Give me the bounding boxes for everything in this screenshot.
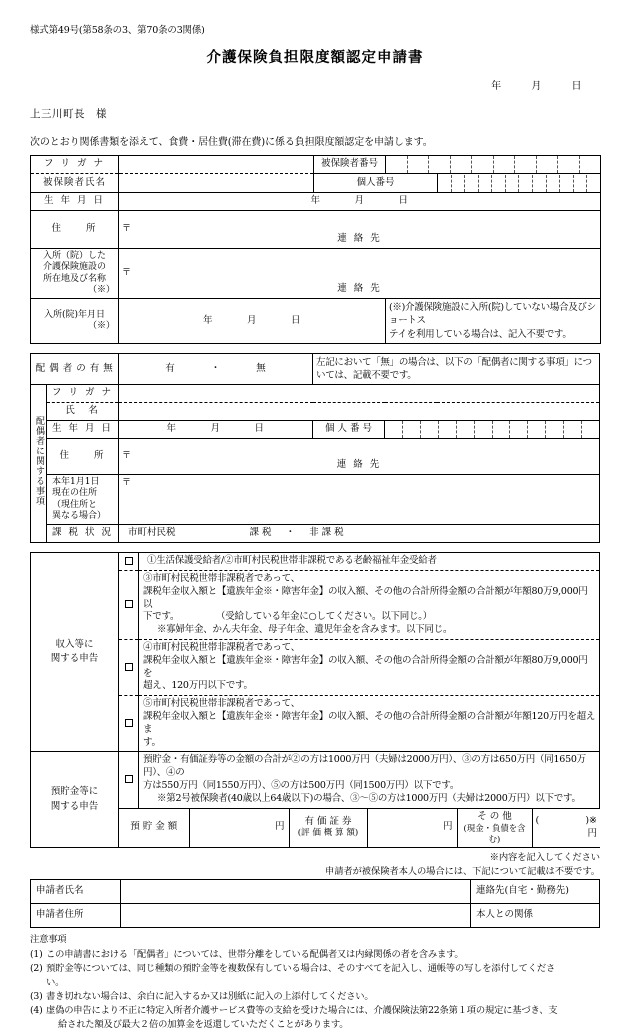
jan1-label-line4: 異なる場合） — [52, 510, 107, 521]
income-checkbox-5-cell[interactable] — [119, 696, 139, 752]
income-label-line2: 関する申告 — [50, 653, 99, 665]
applicant-address-label: 申請者住所 — [31, 903, 121, 927]
income-option-4-line3: 超え、120万円以下です。 — [143, 680, 253, 692]
income-option-1-text — [139, 553, 600, 571]
tax-untaxed-option[interactable]: 非 課 税 — [309, 527, 344, 539]
notice-2-line2: い。 — [46, 976, 65, 988]
birth-year-label: 年 — [310, 195, 321, 207]
deposits-label-line1: 預貯金等に — [50, 786, 99, 798]
securities-amount-yen: 円 — [442, 821, 453, 833]
income-option-3-line2: 課税年金収入額と【遺族年金※・障害年金】の収入額、その他の合計所得金額の合計額が年額80万9,000円以 — [143, 585, 588, 610]
applicant-relation-label: 本人との関係 — [471, 903, 600, 927]
checkbox-icon[interactable] — [125, 663, 133, 671]
spouse-jan1-address-input[interactable] — [119, 475, 600, 525]
deposits-footnote: ※内容を記入してください — [489, 851, 600, 863]
table-row — [31, 211, 601, 249]
notices-section — [30, 933, 600, 1031]
deposit-amount-input[interactable] — [189, 809, 289, 847]
other-assets-yen: 円 — [587, 827, 597, 839]
contact-label: 連 絡 先 — [337, 233, 382, 245]
income-option-5-line3: す。 — [143, 736, 161, 748]
birth-date-label: 生 年 月 日 — [31, 193, 119, 211]
section-gap — [30, 543, 600, 552]
admission-year-label: 年 — [202, 314, 213, 326]
deposits-label-line2: 関する申告 — [50, 800, 99, 812]
deposits-declaration-text — [139, 752, 600, 808]
spouse-yes-option[interactable]: 有 — [165, 362, 175, 374]
income-option-3-text — [139, 570, 600, 639]
income-option-1-line1: ①生活保護受給者/②市町村民税世帯非課税である老齢福祉年金受給者 — [147, 555, 437, 567]
admission-date-label-line2: （※） — [87, 320, 115, 331]
birth-date-input[interactable] — [119, 193, 601, 211]
income-option-4-line1: ④市町村民税世帯非課税者であって、 — [143, 641, 300, 653]
notice-4-line2: 給された額及び最大２倍の加算金を返還していただくことがあります。 — [58, 1018, 349, 1030]
income-option-4-text — [139, 639, 600, 695]
jan1-label-line1: 本年1月1日 — [52, 477, 100, 488]
spouse-birth-month-label: 月 — [210, 423, 221, 435]
table-row — [31, 353, 600, 385]
admission-date-input[interactable] — [119, 299, 386, 344]
tax-status-label: 課 税 状 況 — [47, 525, 119, 543]
notice-item-4 — [30, 1004, 600, 1031]
date-day-label: 日 — [571, 81, 582, 92]
amounts-row — [119, 808, 600, 847]
income-option-5-line2: 課税年金収入額と【遺族年金※・障害年金】の収入額、その他の合計所得金額の合計額が年額120万円を超えま — [143, 711, 596, 735]
table-row — [31, 174, 601, 193]
spouse-my-number-cells — [385, 421, 599, 438]
admission-note-line1: (※)介護保険施設に入所(院)していない場合及びショートス — [389, 302, 596, 327]
applicant-note: 申請者が被保険者本人の場合には、下記について記載は不要です。 — [325, 865, 600, 877]
spouse-birth-year-label: 年 — [166, 423, 177, 435]
furigana-label: フ リ ガ ナ — [31, 156, 119, 174]
facility-input[interactable] — [119, 249, 601, 299]
tax-status-choice[interactable] — [119, 525, 600, 543]
my-number-label: 個人番号 — [314, 174, 438, 193]
income-option-3-line1: ③市町村民税世帯非課税者であって、 — [143, 572, 300, 584]
tax-choice-separator: ・ — [285, 527, 296, 539]
deposit-amount-yen: 円 — [274, 821, 285, 833]
checkbox-icon[interactable] — [125, 719, 133, 727]
facility-label — [31, 249, 119, 299]
section-gap — [30, 344, 600, 353]
income-option-5-text — [139, 696, 600, 752]
notice-3-number: (3) — [30, 990, 43, 1002]
notices-heading: 注意事項 — [30, 933, 67, 945]
notice-2-number: (2) — [30, 962, 43, 974]
deposit-amount-label: 預 貯 金 額 — [119, 809, 189, 847]
spouse-my-number-input[interactable] — [385, 421, 600, 439]
spouse-furigana-input[interactable] — [119, 385, 600, 403]
notice-4-number: (4) — [30, 1004, 43, 1016]
spouse-choice-separator: ・ — [210, 362, 221, 374]
amounts-inner-table — [119, 809, 600, 847]
date-month-label: 月 — [531, 81, 542, 92]
applicant-name-input[interactable] — [121, 879, 471, 903]
table-row — [31, 879, 600, 903]
other-assets-input[interactable] — [532, 809, 600, 847]
spouse-no-option[interactable]: 無 — [256, 362, 266, 374]
table-row — [31, 439, 600, 475]
income-option-4-line2: 課税年金収入額と【遺族年金※・障害年金】の収入額、その他の合計所得金額の合計額が年額80万9,000円を — [143, 654, 588, 679]
submission-date-line — [30, 77, 600, 92]
date-year-label: 年 — [491, 81, 502, 92]
table-row — [31, 249, 601, 299]
other-assets-label-line2: (現金・負債を含む) — [463, 823, 526, 844]
admission-note-line2: テイを利用している場合は、記入不要です。 — [389, 328, 572, 340]
admission-day-label: 日 — [291, 314, 302, 326]
spouse-note — [313, 353, 600, 385]
table-row — [31, 299, 601, 344]
securities-label-line1: 有 価 証 券 — [304, 816, 352, 828]
table-row — [31, 525, 600, 543]
applicant-address-input[interactable] — [121, 903, 471, 927]
table-row — [31, 475, 600, 525]
spouse-name-input[interactable] — [119, 403, 600, 421]
securities-amount-input[interactable] — [367, 809, 457, 847]
spouse-name-label: 氏 名 — [47, 403, 119, 421]
insured-number-input[interactable] — [386, 156, 601, 174]
has-spouse-choice[interactable] — [119, 353, 313, 385]
checkbox-icon[interactable] — [125, 775, 133, 783]
address-label: 住 所 — [31, 211, 119, 249]
intro-text: 次のとおり関係書類を添えて、食費・居住費(滞在費)に係る負担限度額認定を申請します。 — [30, 137, 433, 148]
has-spouse-label: 配 偶 者 の 有 無 — [31, 353, 119, 385]
table-row — [31, 903, 600, 927]
spouse-my-number-label: 個 人 番 号 — [313, 421, 385, 439]
income-option-3-line3: 下です。 （受給している年金に○してください。以下同じ。） — [143, 611, 433, 623]
income-checkbox-4-cell[interactable] — [119, 639, 139, 695]
applicant-name-label: 申請者氏名 — [31, 879, 121, 903]
securities-label — [289, 809, 367, 847]
tax-kind-label: 市町村民税 — [128, 527, 176, 539]
notice-1-line1: この申請書における「配偶者」については、世帯分離をしている配偶者又は内縁関係の者を含みます。 — [46, 948, 464, 960]
birth-month-label: 月 — [354, 195, 365, 207]
address-input[interactable] — [119, 211, 601, 249]
my-number-input[interactable] — [438, 174, 601, 193]
page-title: 介護保険負担限度額認定申請書 — [206, 49, 424, 66]
table-row — [31, 752, 600, 808]
form-number: 様式第49号(第58条の3、第70条の3関係) — [30, 25, 205, 36]
facility-label-line2: 介護保険施設の — [42, 262, 106, 273]
income-label-line1: 収入等に — [55, 639, 94, 651]
spouse-birth-label: 生 年 月 日 — [47, 421, 119, 439]
spouse-jan1-address-label — [47, 475, 119, 525]
table-row — [31, 385, 600, 403]
my-number-cells — [438, 175, 600, 192]
notice-item-1 — [30, 948, 600, 962]
checkbox-icon[interactable] — [125, 557, 133, 565]
table-row — [31, 403, 600, 421]
notice-4-line1: 虚偽の申告により不正に特定入所者介護サービス費等の支給を受けた場合には、介護保険法第22条第１項の規定に基づき、支 — [46, 1004, 558, 1016]
insured-name-input[interactable] — [119, 174, 314, 193]
insured-person-table — [30, 155, 601, 344]
other-assets-label-line1: そ の 他 — [477, 810, 512, 822]
admission-date-label — [31, 299, 119, 344]
deposits-decl-line3: ※第2号被保険者(40歳以上64歳以下)の場合、③～⑤の方は1000万円（夫婦は2000万円）以下です。 — [157, 792, 581, 804]
declaration-table — [30, 552, 600, 848]
jan1-label-line2: 現在の住所 — [52, 488, 98, 499]
spouse-note-line2: いては、記載不要です。 — [316, 370, 417, 382]
table-row — [31, 421, 600, 439]
securities-label-line2: (評 価 概 算 額) — [297, 828, 359, 839]
income-section-label — [31, 553, 119, 752]
spouse-furigana-label: フ リ ガ ナ — [47, 385, 119, 403]
notice-2-line1: 預貯金等については、同じ種類の預貯金等を複数保有している場合は、そのすべてを記入し、通帳等の写しを添付してくださ — [46, 962, 556, 974]
furigana-input[interactable] — [119, 156, 314, 174]
admission-note — [386, 299, 601, 344]
other-assets-label — [457, 809, 532, 847]
spouse-address-input[interactable] — [119, 439, 600, 475]
income-option-3-subnote: ※寡婦年金、かん夫年金、母子年金、遺児年金を含みます。以下同じ。 — [157, 624, 453, 636]
facility-label-line1: 入所（院）した — [42, 251, 106, 261]
birth-day-label: 日 — [398, 195, 409, 207]
spouse-birth-day-label: 日 — [254, 423, 265, 435]
table-row — [31, 193, 601, 211]
checkbox-icon[interactable] — [125, 600, 133, 608]
table-row — [31, 156, 601, 174]
addressee: 上三川町長 様 — [30, 108, 107, 120]
spouse-address-label: 住 所 — [47, 439, 119, 475]
table-row — [119, 809, 600, 847]
admission-date-label-line1: 入所(院)年月日 — [43, 309, 106, 320]
insured-name-label: 被保険者氏名 — [31, 174, 119, 193]
notice-item-3 — [30, 990, 600, 1004]
deposits-decl-line2: 方は550万円（同1550万円）、⑤の方は500万円（同1500万円）以下です。 — [143, 780, 460, 792]
other-assets-paren-open: ( — [535, 815, 540, 827]
other-assets-paren-close: )※ — [585, 815, 597, 827]
spouse-table — [30, 353, 600, 543]
income-option-5-line1: ⑤市町村民税世帯非課税者であって、 — [143, 698, 300, 710]
insured-number-cells — [386, 156, 600, 173]
deposits-section-label — [31, 752, 119, 847]
income-checkbox-1-cell[interactable] — [119, 553, 139, 571]
jan1-label-line3: （現住所と — [52, 499, 98, 510]
postal-mark-icon — [122, 268, 131, 278]
income-checkbox-3-cell[interactable] — [119, 570, 139, 639]
deposits-checkbox-cell[interactable] — [119, 752, 139, 808]
notice-item-2 — [30, 962, 600, 990]
spouse-section-vertical-label: 配偶者に関する事項 — [31, 385, 47, 543]
notice-1-number: (1) — [30, 948, 43, 960]
postal-mark-icon — [122, 478, 131, 488]
deposits-decl-line1: 預貯金・有価証券等の金額の合計が②の方は1000万円（夫婦は2000万円）、③の方は650万円（同1650万円）、④の — [143, 754, 586, 779]
tax-taxed-option[interactable]: 課 税 — [249, 527, 272, 539]
facility-label-line3: 所在地及び名称 — [42, 273, 106, 284]
facility-contact-label: 連 絡 先 — [337, 283, 382, 295]
spouse-birth-input[interactable] — [119, 421, 313, 439]
facility-label-line4: （※） — [87, 284, 115, 295]
spouse-note-line1: 左記において「無」の場合は、以下の「配偶者に関する事項」につ — [316, 356, 592, 368]
insured-number-label: 被保険者番号 — [314, 156, 386, 174]
table-row — [31, 553, 600, 571]
applicant-contact-label: 連絡先(自宅・勤務先) — [471, 879, 600, 903]
admission-month-label: 月 — [246, 314, 257, 326]
spouse-contact-label: 連 絡 先 — [336, 459, 382, 471]
notice-3-line1: 書き切れない場合は、余白に記入するか又は別紙に記入の上添付してください。 — [46, 990, 374, 1002]
applicant-table — [30, 879, 600, 928]
